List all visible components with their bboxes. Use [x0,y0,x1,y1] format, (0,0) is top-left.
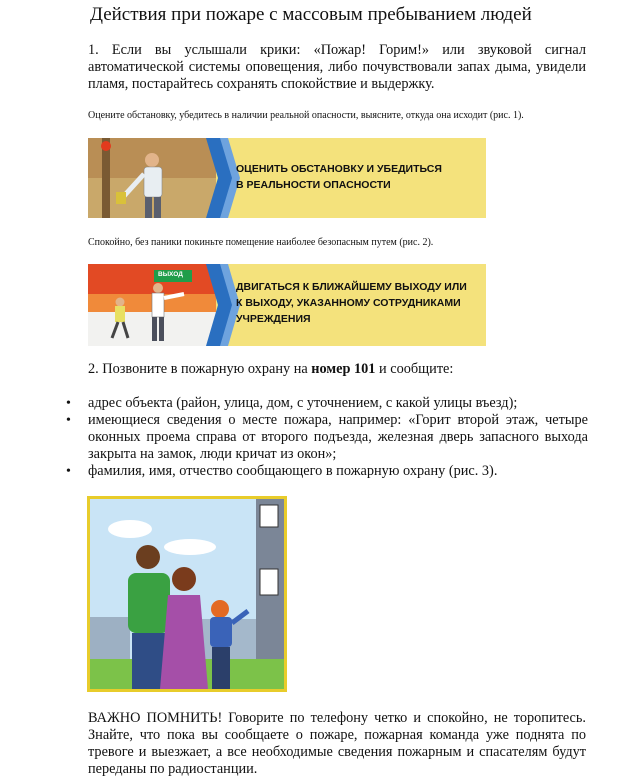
important-note: ВАЖНО ПОМНИТЬ! Говорите по телефону четко и спокойно, не торопитесь. Знайте, что пока вы сообщаете о пожаре, пожарная команда уже поднята по тревоге и выезжает, а все необходимые сведения пожарным и спасателям будут переданы по радиостанции. [88,710,586,777]
list-item: • адрес объекта (район, улица, дом, с уточнением, с какой улицы въезд); [58,395,588,412]
info-list [58,395,588,480]
phone-number: номер 101 [311,361,376,377]
note-1: Оцените обстановку, убедитесь в наличии реальной опасности, выясните, откуда она исходит (рис. 1). [88,110,524,121]
banner-2-line-1: ДВИГАТЬСЯ К БЛИЖАЙШЕМУ ВЫХОДУ ИЛИ [236,281,467,293]
banner-move-to-exit [88,264,486,346]
step-2-text [88,361,586,378]
banner-assess-situation [88,138,486,218]
step-2-suffix: и сообщите: [375,361,454,377]
exit-sign-label: ВЫХОД [158,271,183,278]
note-2: Спокойно, без паники покиньте помещение наиболее безопасным путем (рис. 2). [88,237,434,248]
family-illustration [87,496,287,692]
banner-1-line-1: ОЦЕНИТЬ ОБСТАНОВКУ И УБЕДИТЬСЯ [236,163,442,175]
family-scene-image [90,499,284,689]
step-1-text: 1. Если вы услышали крики: «Пожар! Горим!» или звуковой сигнал автоматической системы оповещения, либо почувствовали запах дыма, увидели пламя, постарайтесь сохранять спокойствие и выдержку. [88,42,586,92]
list-item: • фамилия, имя, отчество сообщающего в пожарную охрану (рис. 3). [58,463,588,480]
banner-2-line-2: К ВЫХОДУ, УКАЗАННОМУ СОТРУДНИКАМИ [236,297,461,309]
list-item: • имеющиеся сведения о месте пожара, например: «Горит второй этаж, четыре оконных проема справа от второго подъезда, железная дверь запасного выхода закрыта на замок, люди кричат из окон»; [58,412,588,463]
banner-1-line-2: В РЕАЛЬНОСТИ ОПАСНОСТИ [236,179,391,191]
banner-2-line-3: УЧРЕЖДЕНИЯ [236,313,311,325]
page-title: Действия при пожаре с массовым пребыванием людей [90,4,532,25]
step-2-prefix: 2. Позвоните в пожарную охрану на [88,361,312,377]
